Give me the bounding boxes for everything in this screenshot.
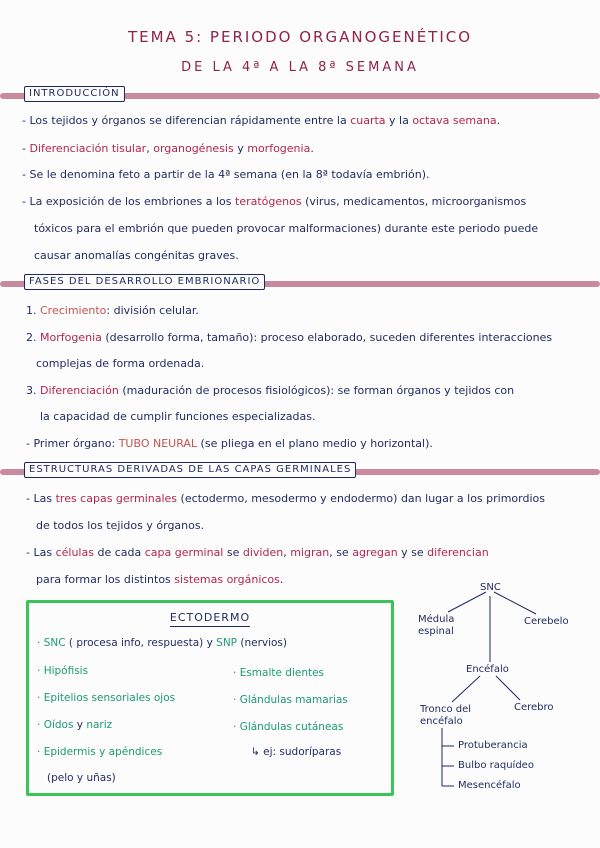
section-header-capas (0, 464, 600, 478)
ectodermo-item-hipofisis: · Hipófisis (37, 665, 89, 677)
intro-bullet-1: - Los tejidos y órganos se diferencian rápidamente entre la cuarta y la octava semana. (22, 114, 501, 127)
tree-node-snc: SNC (480, 582, 501, 593)
ectodermo-item-sudoriparas: ↳ ej: sudoríparas (251, 746, 342, 758)
ectodermo-item-esmalte: · Esmalte dientes (233, 667, 325, 679)
capas-bullet-2-line-2: para formar los distintos sistemas orgánicos. (36, 573, 284, 586)
tree-node-tronco: Tronco del encéfalo (420, 704, 472, 727)
section-title: FASES DEL DESARROLLO EMBRIONARIO (24, 274, 265, 290)
ectodermo-item-epidermis-line-2: (pelo y uñas) (47, 772, 116, 784)
tree-node-mesencefalo: Mesencéfalo (458, 780, 521, 791)
tree-node-protuberancia: Protuberancia (458, 740, 528, 751)
ectodermo-item-oidos: · Oídos y nariz (37, 719, 113, 731)
tree-node-medula: Médula espinal (418, 614, 455, 637)
ectodermo-item-mamarias: · Glándulas mamarias (233, 694, 348, 706)
section-header-introduccion (0, 88, 600, 102)
page-subtitle: DE LA 4ª A LA 8ª SEMANA (181, 60, 419, 75)
ectodermo-item-epitelios: · Epitelios sensoriales ojos (37, 692, 176, 704)
intro-bullet-2: - Diferenciación tisular, organogénesis y morfogenia. (22, 142, 314, 155)
capas-bullet-2: - Las células de cada capa germinal se dividen, migran, se agregan y se diferencian (26, 546, 489, 559)
fase-3-line-2: la capacidad de cumplir funciones especializadas. (40, 410, 316, 423)
snc-tree-diagram (408, 578, 598, 808)
capas-bullet-1-line-2: de todos los tejidos y órganos. (36, 519, 205, 532)
fase-2-line-2: complejas de forma ordenada. (36, 357, 205, 370)
tree-connectors (408, 578, 598, 808)
tree-node-encefalo: Encéfalo (466, 664, 509, 675)
capas-bullet-1: - Las tres capas germinales (ectodermo, mesodermo y endodermo) dan lugar a los primordios (26, 492, 545, 505)
intro-bullet-4-line-3: causar anomalías congénitas graves. (34, 249, 239, 262)
tree-node-cerebelo: Cerebelo (524, 616, 569, 627)
intro-bullet-3: - Se le denomina feto a partir de la 4ª semana (en la 8ª todavía embrión). (22, 168, 430, 181)
ectodermo-title: ECTODERMO (29, 611, 391, 624)
tree-node-cerebro: Cerebro (514, 702, 554, 713)
fase-1: 1. Crecimiento: división celular. (26, 304, 199, 317)
ectodermo-box (26, 600, 394, 796)
fase-3: 3. Diferenciación (maduración de procesos fisiológicos): se forman órganos y tejidos con (26, 384, 515, 397)
tree-node-bulbo: Bulbo raquídeo (458, 760, 534, 771)
ectodermo-item-snc: · SNC ( procesa info, respuesta) y SNP (nervios) (37, 637, 288, 649)
section-title: ESTRUCTURAS DERIVADAS DE LAS CAPAS GERMINALES (24, 462, 356, 478)
page-title: TEMA 5: PERIODO ORGANOGENÉTICO (127, 28, 473, 46)
section-header-fases (0, 276, 600, 290)
section-title: INTRODUCCIÓN (24, 86, 125, 102)
ectodermo-item-cutaneas: · Glándulas cutáneas (233, 721, 344, 733)
fase-4: - Primer órgano: TUBO NEURAL (se pliega en el plano medio y horizontal). (26, 437, 433, 450)
fase-2: 2. Morfogenia (desarrollo forma, tamaño): proceso elaborado, suceden diferentes interacciones (26, 331, 553, 344)
intro-bullet-4: - La exposición de los embriones a los teratógenos (virus, medicamentos, microorganismos (22, 195, 527, 208)
ectodermo-item-epidermis: · Epidermis y apéndices (37, 746, 163, 758)
arrow-icon: ↳ (251, 746, 260, 758)
intro-bullet-4-line-2: tóxicos para el embrión que pueden provocar malformaciones) durante este periodo puede (34, 222, 539, 235)
